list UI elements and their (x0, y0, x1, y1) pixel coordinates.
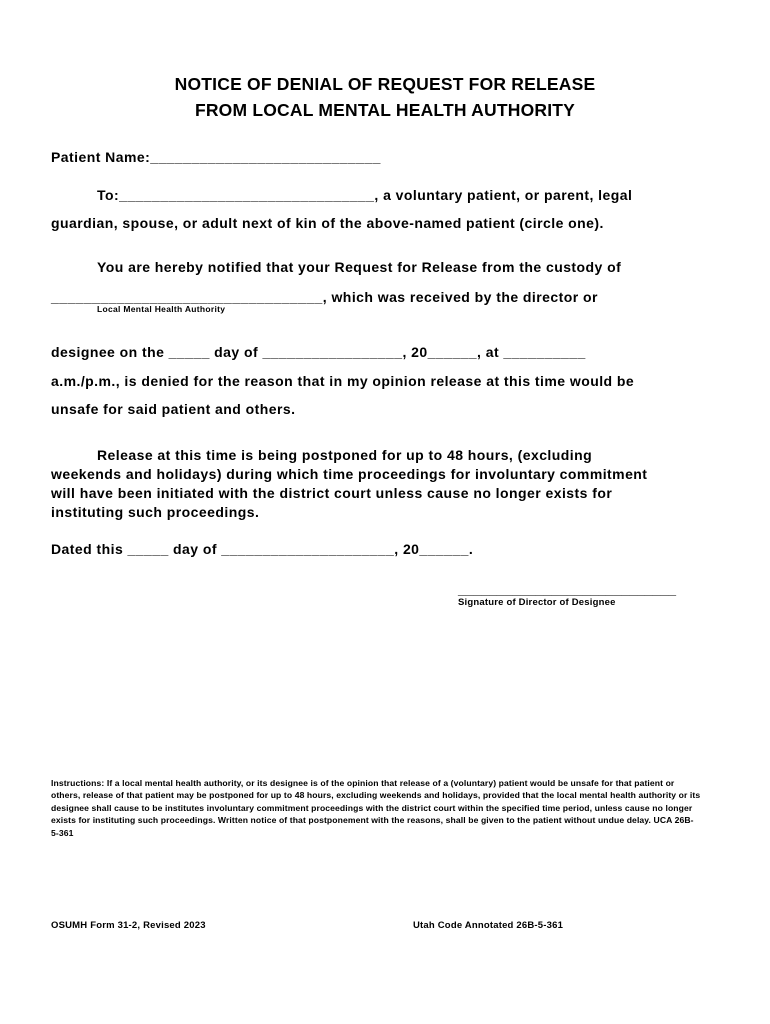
authority-caption: Local Mental Health Authority (97, 304, 226, 314)
patient-name-line: Patient Name:____________________________ (51, 149, 381, 165)
release-line-3: will have been initiated with the district court unless cause no longer exists for (51, 485, 613, 501)
instructions-text: Instructions: If a local mental health authority, or its designee is of the opinion that release of a (voluntary) patient would be unsafe for that patient or others, release of that patient may be postponed for up to 48 hours, excluding weekends and holidays, provided that the local mental health authority or its designee shall cause to be institutes involuntary commitment proceedings with the district court within the specified time period, unless cause no longer exists for instituting such proceedings. Written notice of that postponement with the reasons, shall be given to the patient without undue delay. UCA 26B-5-361 (51, 778, 701, 838)
ampm-line: a.m./p.m., is denied for the reason that in my opinion release at this time would be (51, 373, 635, 389)
dated-line: Dated this _____ day of _____________________, 20______. (51, 541, 474, 557)
release-line-4: instituting such proceedings. (51, 504, 260, 520)
unsafe-line: unsafe for said patient and others. (51, 401, 296, 417)
release-line-2: weekends and holidays) during which time proceedings for involuntary commitment (51, 466, 648, 482)
release-line-1: Release at this time is being postponed for up to 48 hours, (excluding (97, 447, 593, 463)
authority-line: _________________________________, which was received by the director or (51, 289, 598, 305)
title-line-1: NOTICE OF DENIAL OF REQUEST FOR RELEASE (174, 74, 596, 94)
notified-line: You are hereby notified that your Request for Release from the custody of (97, 259, 622, 275)
footer-code-prefix: Utah Code Annotated (413, 920, 517, 931)
signature-caption: Signature of Director of Designee (458, 597, 616, 608)
designee-line: designee on the _____ day of _________________, 20______, at __________ (51, 344, 586, 360)
footer-code-number: 26B-5-361 (516, 920, 564, 931)
signature-line: ____________________________ (458, 581, 677, 597)
guardian-line: guardian, spouse, or adult next of kin of the above-named patient (circle one). (51, 215, 604, 231)
title-line-2: FROM LOCAL MENTAL HEALTH AUTHORITY (194, 100, 576, 120)
to-line: To:_______________________________, a voluntary patient, or parent, legal (97, 187, 633, 203)
footer-form-number: OSUMH Form 31-2, Revised 2023 (51, 920, 206, 931)
footer-code-reference (413, 920, 563, 931)
